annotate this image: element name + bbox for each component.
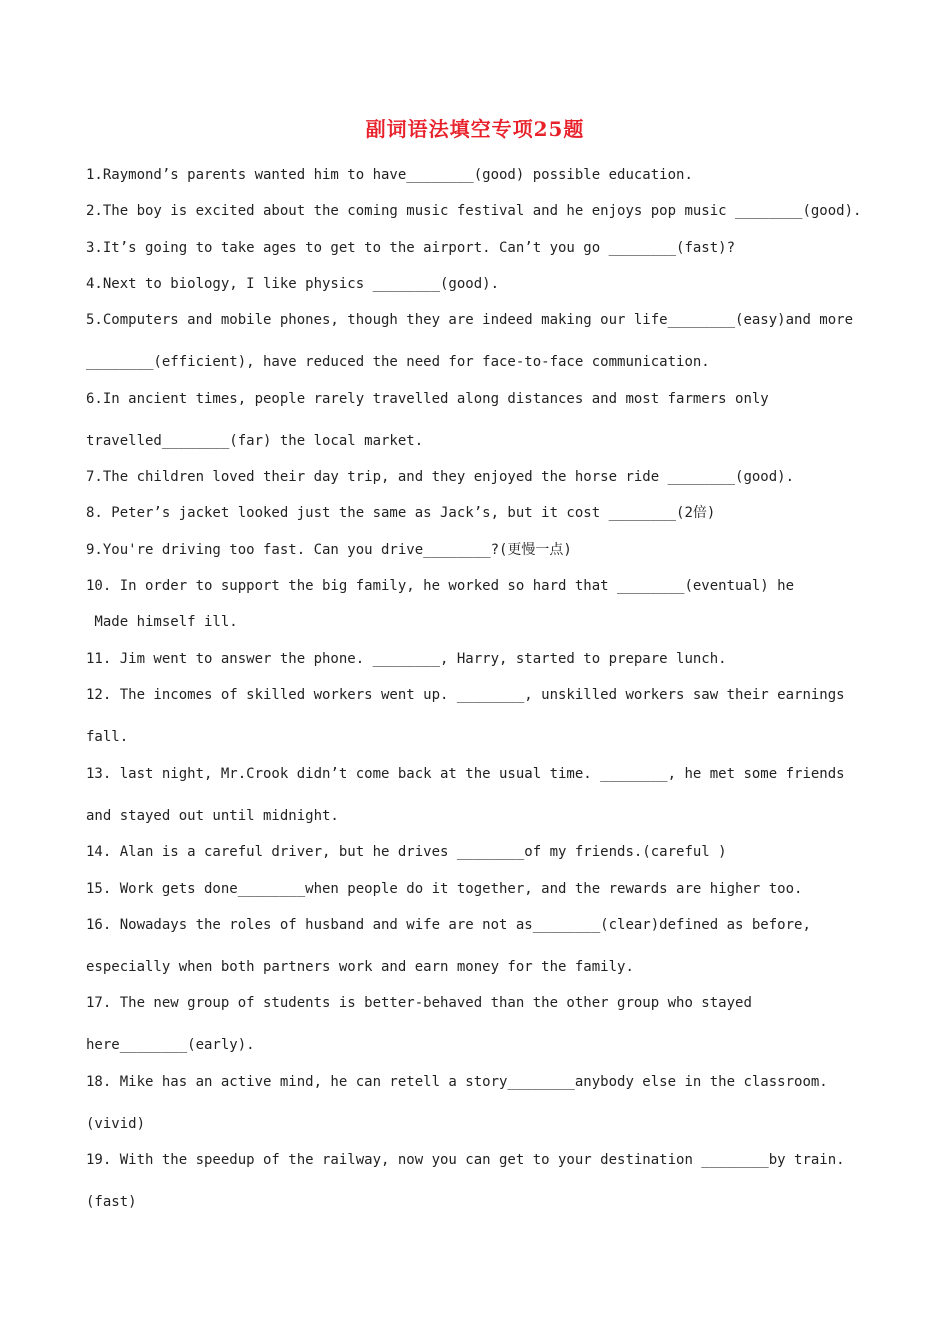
- question-line-3: 3.It’s going to take ages to get to the airport. Can’t you go ________(fast)?: [86, 240, 736, 256]
- question-line-15: 15. Work gets done________when people do it together, and the rewards are higher too.: [86, 881, 803, 897]
- question-line-5: 5.Computers and mobile phones, though they are indeed making our life________(easy)and more: [86, 312, 854, 328]
- page-title: 副词语法填空专项25题: [365, 117, 585, 141]
- question-line-19-cont: (fast): [86, 1194, 137, 1210]
- question-line-14: 14. Alan is a careful driver, but he drives ________of my friends.(careful ): [86, 844, 727, 860]
- question-line-1: 1.Raymond’s parents wanted him to have________(good) possible education.: [86, 167, 693, 183]
- question-line-6-cont: travelled________(far) the local market.: [86, 433, 424, 449]
- question-line-12: 12. The incomes of skilled workers went up. ________, unskilled workers saw their earnings: [86, 687, 845, 703]
- question-line-17: 17. The new group of students is better-behaved than the other group who stayed: [86, 995, 752, 1011]
- question-line-13: 13. last night, Mr.Crook didn’t come back at the usual time. ________, he met some friends: [86, 766, 845, 782]
- question-line-11: 11. Jim went to answer the phone. ________, Harry, started to prepare lunch.: [86, 651, 727, 667]
- question-line-6: 6.In ancient times, people rarely travelled along distances and most farmers only: [86, 391, 769, 407]
- question-line-8: 8. Peter’s jacket looked just the same as Jack’s, but it cost ________(2倍): [86, 505, 716, 521]
- question-line-18-cont: (vivid): [86, 1116, 146, 1132]
- question-line-2: 2.The boy is excited about the coming music festival and he enjoys pop music ________(good).: [86, 203, 862, 219]
- question-line-18: 18. Mike has an active mind, he can retell a story________anybody else in the classroom.: [86, 1074, 828, 1090]
- question-line-9: 9.You're driving too fast. Can you drive________?(更慢一点): [86, 542, 572, 558]
- question-line-13-cont: and stayed out until midnight.: [86, 808, 339, 824]
- question-line-5-cont: ________(efficient), have reduced the need for face-to-face communication.: [86, 354, 710, 370]
- question-line-4: 4.Next to biology, I like physics ________(good).: [86, 276, 500, 292]
- question-line-10-cont: Made himself ill.: [86, 614, 238, 630]
- question-line-7: 7.The children loved their day trip, and they enjoyed the horse ride ________(good).: [86, 469, 795, 485]
- question-line-19: 19. With the speedup of the railway, now you can get to your destination ________by train.: [86, 1152, 845, 1168]
- question-line-17-cont: here________(early).: [86, 1037, 255, 1053]
- question-line-16-cont: especially when both partners work and earn money for the family.: [86, 959, 634, 975]
- question-line-16: 16. Nowadays the roles of husband and wife are not as________(clear)defined as before,: [86, 917, 811, 933]
- question-line-10: 10. In order to support the big family, he worked so hard that ________(eventual) he: [86, 578, 795, 594]
- question-line-12-cont: fall.: [86, 729, 129, 745]
